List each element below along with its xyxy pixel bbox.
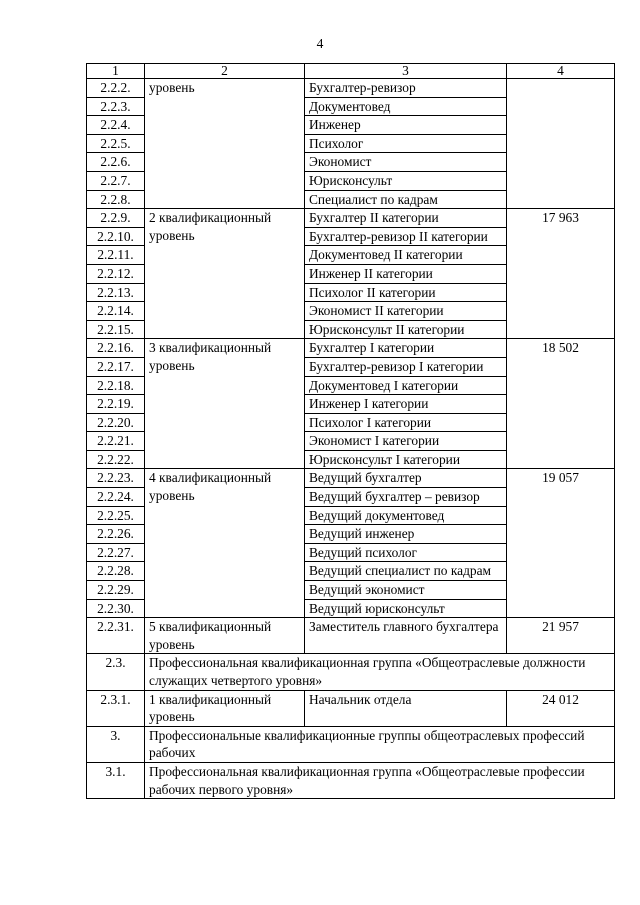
row-number: 2.2.22. bbox=[87, 450, 145, 469]
group-row bbox=[87, 654, 615, 690]
position-name: Специалист по кадрам bbox=[305, 190, 507, 209]
qualification-level: уровень bbox=[145, 79, 305, 209]
position-name: Бухгалтер-ревизор I категории bbox=[305, 357, 507, 376]
row-number: 2.2.25. bbox=[87, 506, 145, 525]
table-row bbox=[87, 209, 615, 228]
row-number: 2.2.31. bbox=[87, 618, 145, 654]
qualification-level: 3 квалификационный уровень bbox=[145, 339, 305, 469]
salary-cell: 17 963 bbox=[507, 209, 615, 339]
position-name: Документовед II категории bbox=[305, 246, 507, 265]
qualification-table bbox=[86, 63, 615, 799]
position-name: Инженер bbox=[305, 116, 507, 135]
position-name: Инженер II категории bbox=[305, 264, 507, 283]
row-number: 2.2.12. bbox=[87, 264, 145, 283]
position-name: Экономист II категории bbox=[305, 302, 507, 321]
position-name: Ведущий специалист по кадрам bbox=[305, 562, 507, 581]
row-number: 2.2.11. bbox=[87, 246, 145, 265]
row-number: 2.2.15. bbox=[87, 320, 145, 339]
group-row bbox=[87, 726, 615, 762]
row-number: 2.2.7. bbox=[87, 171, 145, 190]
position-name: Ведущий экономист bbox=[305, 581, 507, 600]
column-header: 3 bbox=[305, 64, 507, 79]
row-number: 2.2.8. bbox=[87, 190, 145, 209]
group-title: Профессиональные квалификационные группы общеотраслевых профессий рабочих bbox=[145, 726, 615, 762]
position-name: Ведущий документовед bbox=[305, 506, 507, 525]
row-number: 2.3. bbox=[87, 654, 145, 690]
table-header-row bbox=[87, 64, 615, 79]
row-number: 2.2.23. bbox=[87, 469, 145, 488]
position-name: Бухгалтер-ревизор bbox=[305, 79, 507, 98]
position-name: Ведущий юрисконсульт bbox=[305, 599, 507, 618]
row-number: 2.3.1. bbox=[87, 690, 145, 726]
qualification-level: 5 квалификационный уровень bbox=[145, 618, 305, 654]
row-number: 2.2.27. bbox=[87, 543, 145, 562]
table-row bbox=[87, 469, 615, 488]
table-row bbox=[87, 690, 615, 726]
position-name: Бухгалтер II категории bbox=[305, 209, 507, 228]
position-name: Психолог I категории bbox=[305, 413, 507, 432]
position-name: Психолог II категории bbox=[305, 283, 507, 302]
column-header: 1 bbox=[87, 64, 145, 79]
row-number: 2.2.29. bbox=[87, 581, 145, 600]
row-number: 2.2.3. bbox=[87, 97, 145, 116]
position-name: Инженер I категории bbox=[305, 395, 507, 414]
row-number: 2.2.30. bbox=[87, 599, 145, 618]
row-number: 2.2.20. bbox=[87, 413, 145, 432]
position-name: Бухгалтер-ревизор II категории bbox=[305, 227, 507, 246]
salary-cell bbox=[507, 79, 615, 209]
group-title: Профессиональная квалификационная группа «Общеотраслевые профессии рабочих первого уровня» bbox=[145, 762, 615, 798]
row-number: 2.2.16. bbox=[87, 339, 145, 358]
salary-cell: 18 502 bbox=[507, 339, 615, 469]
position-name: Юрисконсульт I категории bbox=[305, 450, 507, 469]
qualification-level: 2 квалификационный уровень bbox=[145, 209, 305, 339]
table-row bbox=[87, 618, 615, 654]
position-name: Начальник отдела bbox=[305, 690, 507, 726]
salary-cell: 19 057 bbox=[507, 469, 615, 618]
row-number: 2.2.5. bbox=[87, 134, 145, 153]
position-name: Юрисконсульт II категории bbox=[305, 320, 507, 339]
group-title: Профессиональная квалификационная группа «Общеотраслевые должности служащих четвертого уровня» bbox=[145, 654, 615, 690]
position-name: Документовед bbox=[305, 97, 507, 116]
column-header: 2 bbox=[145, 64, 305, 79]
position-name: Заместитель главного бухгалтера bbox=[305, 618, 507, 654]
row-number: 2.2.24. bbox=[87, 488, 145, 507]
row-number: 2.2.9. bbox=[87, 209, 145, 228]
row-number: 2.2.14. bbox=[87, 302, 145, 321]
row-number: 2.2.21. bbox=[87, 432, 145, 451]
position-name: Документовед I категории bbox=[305, 376, 507, 395]
position-name: Психолог bbox=[305, 134, 507, 153]
column-header: 4 bbox=[507, 64, 615, 79]
page-number: 4 bbox=[316, 36, 324, 51]
position-name: Экономист I категории bbox=[305, 432, 507, 451]
row-number: 2.2.10. bbox=[87, 227, 145, 246]
position-name: Ведущий бухгалтер – ревизор bbox=[305, 488, 507, 507]
table-row bbox=[87, 79, 615, 98]
row-number: 2.2.26. bbox=[87, 525, 145, 544]
position-name: Ведущий инженер bbox=[305, 525, 507, 544]
qualification-level: 4 квалификационный уровень bbox=[145, 469, 305, 618]
table-row bbox=[87, 339, 615, 358]
position-name: Ведущий бухгалтер bbox=[305, 469, 507, 488]
row-number: 2.2.17. bbox=[87, 357, 145, 376]
row-number: 3. bbox=[87, 726, 145, 762]
row-number: 2.2.18. bbox=[87, 376, 145, 395]
position-name: Экономист bbox=[305, 153, 507, 172]
row-number: 2.2.4. bbox=[87, 116, 145, 135]
salary-cell: 21 957 bbox=[507, 618, 615, 654]
salary-cell: 24 012 bbox=[507, 690, 615, 726]
group-row bbox=[87, 762, 615, 798]
row-number: 2.2.28. bbox=[87, 562, 145, 581]
row-number: 3.1. bbox=[87, 762, 145, 798]
qualification-level: 1 квалификационный уровень bbox=[145, 690, 305, 726]
row-number: 2.2.6. bbox=[87, 153, 145, 172]
row-number: 2.2.13. bbox=[87, 283, 145, 302]
position-name: Юрисконсульт bbox=[305, 171, 507, 190]
row-number: 2.2.19. bbox=[87, 395, 145, 414]
position-name: Ведущий психолог bbox=[305, 543, 507, 562]
row-number: 2.2.2. bbox=[87, 79, 145, 98]
position-name: Бухгалтер I категории bbox=[305, 339, 507, 358]
